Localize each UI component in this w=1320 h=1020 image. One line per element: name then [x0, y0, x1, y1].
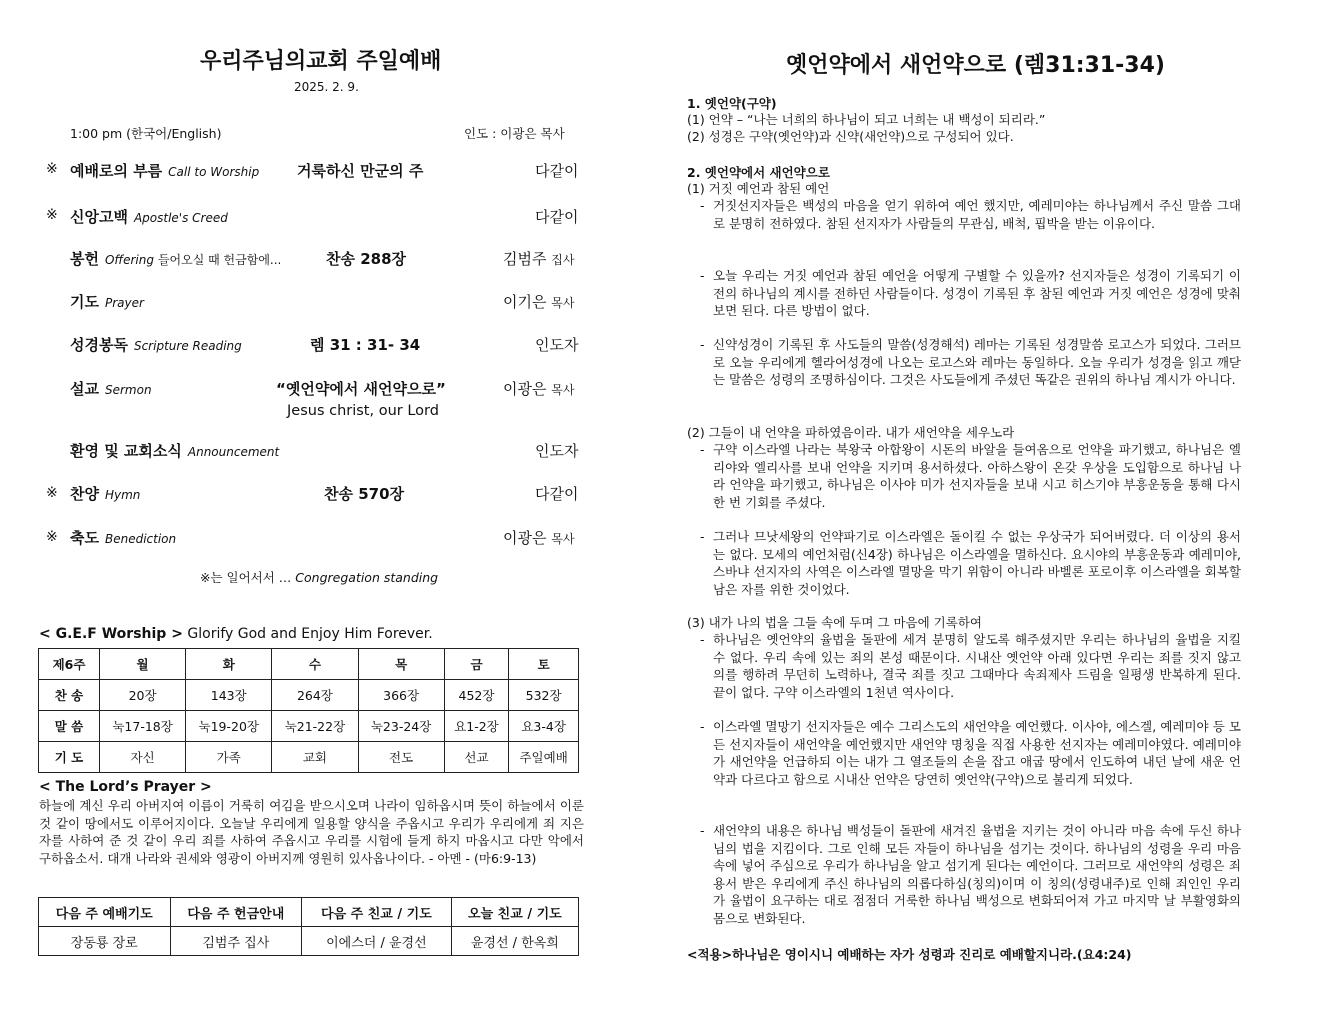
order-item-content: 거룩하신 만군의 주 — [297, 162, 424, 180]
table-cell: 눅19-20장 — [186, 711, 272, 742]
duty-table — [38, 897, 579, 956]
application-line: <적용>하나님은 영이시니 예배하는 자가 성령과 진리로 예배할지니라.(요4:24) — [687, 947, 1132, 962]
lords-prayer-text: 하늘에 계신 우리 아버지여 이름이 거룩히 여김을 받으시오며 나라이 임하옵시며 뜻이 하늘에서 이룬 것 같이 땅에서도 이루어지이다. 오늘날 우리에게 일용할 양식을 주옵시고 우리가 우리에게 죄 지은 자를 사하여 준 것 같이 우리 죄를 사하여 주옵시고 우리를 시험에 들게 하지 마옵시고 다만 악에서 구하옵소서. 대개 나라와 권세와 영광이 아버지께 영원히 있사옵나이다. - 아멘 - (마6:9-13) — [39, 798, 584, 866]
table-cell: 가족 — [186, 742, 272, 773]
section-heading: 1. 옛언약(구약) — [687, 96, 777, 111]
table-cell: 월 — [100, 649, 186, 680]
service-date: 2025. 2. 9. — [294, 80, 359, 94]
table-cell: 장동룡 장로 — [39, 927, 171, 956]
order-item-label: 축도 Benediction — [70, 529, 177, 547]
table-cell: 다음 주 친교 / 기도 — [302, 898, 452, 927]
table-cell: 요3-4장 — [509, 711, 579, 742]
order-item-leader: 인도자 — [535, 442, 579, 460]
order-item-leader: 이광은 목사 — [503, 529, 575, 547]
table-cell: 264장 — [272, 680, 358, 711]
table-cell: 366장 — [358, 680, 444, 711]
paragraph: - 거짓선지자들은 백성의 마음을 얻기 위하여 예언 했지만, 예레미야는 하나님께서 주신 말씀 그대로 분명히 전하였다. 참된 선지자가 사람들의 무관심, 배척, 핍박을 받는 이유이다. — [700, 198, 1241, 231]
table-cell: 요1-2장 — [444, 711, 509, 742]
order-item-label: 성경봉독 Scripture Reading — [70, 336, 242, 354]
order-item-leader: 다같이 — [535, 162, 579, 180]
table-cell: 금 — [444, 649, 509, 680]
table-cell: 다음 주 예배기도 — [39, 898, 171, 927]
order-item-leader: 인도자 — [535, 336, 579, 354]
table-cell: 오늘 친교 / 기도 — [451, 898, 578, 927]
table-row — [39, 711, 579, 742]
table-cell: 제6주 — [39, 649, 100, 680]
paragraph: - 그러나 므낫세왕의 언약파기로 이스라엘은 돌이킬 수 없는 우상국가 되어버렸다. 더 이상의 용서는 없다. 모세의 예언처럼(신4장) 하나님은 이스라엘을 멸하신다. 요시야의 부흥운동과 예레미야, 스바냐 선지자의 사역은 이스라엘 멸망을 막기 위함이 아니라 바벨론 포로이후 이스라엘을 회복할 남은 자를 위한 것이었다. — [700, 529, 1241, 597]
table-cell: 다음 주 헌금안내 — [170, 898, 302, 927]
order-item-label: 기도 Prayer — [70, 293, 144, 311]
table-cell: 윤경선 / 한옥희 — [451, 927, 578, 956]
service-leader: 인도 : 이광은 목사 — [464, 126, 565, 141]
order-item-label: 설교 Sermon — [70, 380, 152, 398]
standing-mark: ※ — [46, 529, 58, 545]
order-item-leader: 다같이 — [535, 208, 579, 226]
order-item-content: 찬송 288장 — [326, 250, 407, 268]
order-item-label: 찬양 Hymn — [70, 485, 141, 503]
sermon-subtitle: Jesus christ, our Lord — [287, 403, 439, 419]
table-cell: 기 도 — [39, 742, 100, 773]
table-cell: 전도 — [358, 742, 444, 773]
order-item-label: 신앙고백 Apostle's Creed — [70, 208, 228, 226]
table-cell: 자신 — [100, 742, 186, 773]
table-cell: 찬 송 — [39, 680, 100, 711]
section-line: (1) 언약 – “나는 너희의 하나님이 되고 너희는 내 백성이 되리라.” — [687, 112, 1046, 127]
paragraph: - 하나님은 옛언약의 율법을 돌판에 세겨 분명히 알도록 해주셨지만 우리는 하나님의 율법을 지킬 수 없다. 우리 속에 있는 죄의 본성 때문이다. 시내산 옛언약 아래 있다면 우리는 죄를 짓지 않고 의를 행하려 무던히 노력하나, 결국 죄를 짓고 그때마다 속죄제사 드림을 일평생 반복하게 된다. 끝이 없다. 구약 이스라엘의 1천년 역사이다. — [700, 632, 1241, 700]
service-time: 1:00 pm (한국어/English) — [70, 126, 222, 141]
gef-reading-table — [38, 648, 579, 773]
table-row — [39, 680, 579, 711]
order-item-label: 봉헌 Offering 들어오실 때 헌금함에... — [70, 250, 282, 268]
order-item-leader: 이기은 목사 — [503, 293, 575, 311]
table-cell: 눅17-18장 — [100, 711, 186, 742]
table-cell: 화 — [186, 649, 272, 680]
subsection-heading: (1) 거짓 예언과 참된 예언 — [687, 181, 830, 196]
section-line: (2) 성경은 구약(옛언약)과 신약(새언약)으로 구성되어 있다. — [687, 129, 1014, 144]
table-row — [39, 927, 579, 956]
table-cell: 20장 — [100, 680, 186, 711]
gef-heading: < G.E.F Worship > Glorify God and Enjoy Him Forever. — [39, 626, 433, 642]
table-cell: 말 씀 — [39, 711, 100, 742]
order-item-leader: 다같이 — [535, 485, 579, 503]
standing-mark: ※ — [46, 161, 58, 177]
table-cell: 토 — [509, 649, 579, 680]
paragraph: - 새언약의 내용은 하나님 백성들이 돌판에 새겨진 율법을 지키는 것이 아니라 마음 속에 두신 하나님의 법을 지킴이다. 그로 인해 모든 자들이 하나님을 섬기는 것이다. 하나님의 성령을 우리 마음 속에 넣어 주심으로 우리가 하나님을 알고 섬기게 된다는 예언이다. 그러므로 새언약의 성령은 죄용서 받은 우리에게 주신 하나님의 의롭다하심(칭의)이며 이 칭의(성령내주)로 인해 죄인인 우리가 율법이 요구하는 대로 점점더 거룩한 하나님 백성으로 변화되어져 가고 마지막 날 부활영화의 몸으로 변화된다. — [700, 823, 1241, 926]
sermon-title: “옛언약에서 새언약으로” — [276, 380, 446, 398]
order-item-leader: 이광은 목사 — [503, 380, 575, 398]
paragraph: - 신약성경이 기록된 후 사도들의 말씀(성경해석) 레마는 기록된 성경말씀 로고스가 되었다. 그러므로 오늘 우리에게 헬라어성경에 나오는 로고스와 레마는 동일하다. 오늘 우리가 성경을 읽고 깨닫는 말씀은 성령의 조명하심이다. 그것은 사도들에게 주셨던 똑같은 권위의 하나님 계시가 아니다. — [700, 337, 1241, 387]
standing-mark: ※ — [46, 207, 58, 223]
subsection-heading: (2) 그들이 내 언약을 파하였음이라. 내가 새언약을 세우노라 — [687, 425, 1015, 440]
paragraph: - 이스라엘 멸망기 선지자들은 예수 그리스도의 새언약을 예언했다. 이사야, 에스겔, 예레미야 등 모든 선지자들이 새언약을 예언했지만 새언약 명칭을 직접 사용한 선지자는 예레미야였다. 예레미야가 새언약을 언급하되 이는 내가 그 열조들의 손을 잡고 애굽 땅에서 인도하여 내던 날에 새운 언약과 다르다고 함으로 시내산 언약은 당연히 옛언약(구약)으로 불리게 되었다. — [700, 719, 1241, 787]
table-cell: 눅23-24장 — [358, 711, 444, 742]
table-row — [39, 649, 579, 680]
order-item-content: 렘 31 : 31- 34 — [310, 336, 421, 354]
order-item-leader: 김범주 집사 — [503, 250, 575, 268]
section-heading: 2. 옛언약에서 새언약으로 — [687, 165, 830, 180]
table-cell: 532장 — [509, 680, 579, 711]
table-cell: 김범주 집사 — [170, 927, 302, 956]
order-item-content: 찬송 570장 — [324, 485, 405, 503]
lords-prayer-title: < The Lord’s Prayer > — [39, 779, 212, 795]
church-title: 우리주님의교회 주일예배 — [200, 49, 442, 74]
table-cell: 주일예배 — [509, 742, 579, 773]
table-cell: 목 — [358, 649, 444, 680]
table-row — [39, 742, 579, 773]
subsection-heading: (3) 내가 나의 법을 그들 속에 두며 그 마음에 기록하여 — [687, 615, 982, 630]
table-cell: 선교 — [444, 742, 509, 773]
paragraph: - 오늘 우리는 거짓 예언과 참된 예언을 어떻게 구별할 수 있을까? 선지자들은 성경이 기록되기 이전의 하나님의 계시를 전하던 사람들이다. 성경이 기록된 후 참된 예언과 거짓 예언은 성경에 맞춰보면 된다. 다른 방법이 없다. — [700, 268, 1241, 318]
table-cell: 143장 — [186, 680, 272, 711]
table-cell: 수 — [272, 649, 358, 680]
standing-note: ※는 일어서서 … Congregation standing — [200, 570, 439, 585]
table-row — [39, 898, 579, 927]
table-cell: 교회 — [272, 742, 358, 773]
order-item-label: 환영 및 교회소식 Announcement — [70, 442, 280, 460]
standing-mark: ※ — [46, 485, 58, 501]
paragraph: - 구약 이스라엘 나라는 북왕국 아합왕이 시돈의 바알을 들여옴으로 언약을 파기했고, 하나님은 엘리야와 엘리사를 보내 언약을 지키며 용서하셨다. 아하스왕이 온갖 우상을 도입함으로 하나님 나라 언약을 파기했고, 하나님은 이사야 미가 선지자들을 보내 시고 히스기야 부흥운동을 통해 다시 한 번 기회를 주셨다. — [700, 442, 1241, 510]
sermon-heading: 옛언약에서 새언약으로 (렘31:31-34) — [786, 53, 1165, 78]
table-cell: 눅21-22장 — [272, 711, 358, 742]
table-cell: 452장 — [444, 680, 509, 711]
table-cell: 이에스더 / 윤경선 — [302, 927, 452, 956]
order-item-label: 예배로의 부름 Call to Worship — [70, 162, 260, 180]
